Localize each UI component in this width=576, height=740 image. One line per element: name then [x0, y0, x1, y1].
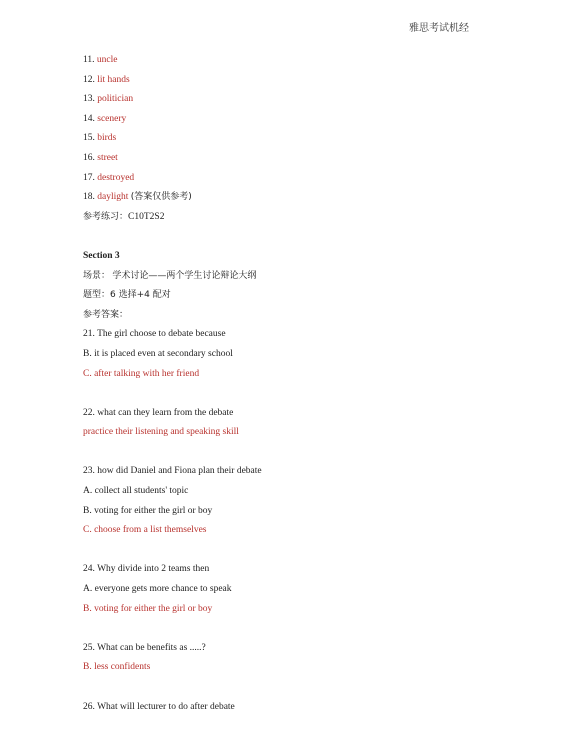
answer-number: 11. — [83, 55, 95, 65]
option-23-a: A. collect all students' topic — [83, 486, 189, 497]
spacer — [83, 443, 523, 463]
answer-text: politician — [97, 94, 134, 105]
type-line — [83, 286, 523, 306]
answer-text: lit hands — [97, 74, 130, 85]
option-23-b: B. voting for either the girl or boy — [83, 505, 213, 516]
practice-value: C10T2S2 — [128, 211, 165, 222]
answer-number: 14. — [83, 113, 95, 124]
answer-line-18 — [83, 188, 523, 208]
question-23: 23. how did Daniel and Fiona plan their debate — [83, 466, 262, 477]
scene-label: 场景： — [83, 270, 111, 281]
document-content — [83, 51, 523, 717]
answer-number: 12. — [83, 74, 95, 85]
answer-line-16 — [83, 149, 523, 169]
answer-line-13 — [83, 90, 523, 110]
question-25: 25. What can be benefits as .....? — [83, 642, 206, 653]
scene-line — [83, 267, 523, 287]
answer-number: 17. — [83, 172, 95, 183]
spacer — [83, 541, 523, 561]
question-26: 26. What will lecturer to do after debate — [83, 701, 235, 712]
question-22: 22. what can they learn from the debate — [83, 407, 234, 418]
answer-text: destroyed — [97, 172, 135, 183]
answer-number: 13. — [83, 94, 95, 105]
option-21-b: B. it is placed even at secondary school — [83, 348, 233, 359]
page-header-title: 雅思考试机经 — [409, 23, 469, 34]
answer-text: uncle — [96, 55, 118, 65]
answer-number: 15. — [83, 133, 95, 144]
spacer — [83, 678, 523, 698]
section-title: Section 3 — [83, 250, 120, 261]
option-24-a: A. everyone gets more chance to speak — [83, 584, 232, 595]
answer-line-17 — [83, 169, 523, 189]
answer-note: (答案仅供参考) — [130, 192, 192, 203]
answer-number: 16. — [83, 152, 95, 163]
spacer — [83, 384, 523, 404]
answer-line-11 — [83, 51, 523, 71]
type-label: 题型： — [83, 290, 111, 301]
scene-value: 学术讨论——两个学生讨论辩论大纲 — [112, 270, 257, 281]
answer-24: B. voting for either the girl or boy — [83, 603, 213, 614]
question-24: 24. Why divide into 2 teams then — [83, 564, 210, 575]
practice-reference — [83, 208, 523, 228]
answers-label: 参考答案： — [83, 309, 129, 320]
spacer — [83, 227, 523, 247]
answer-text: scenery — [97, 113, 127, 124]
answer-25: B. less confidents — [83, 662, 151, 673]
answer-line-14 — [83, 110, 523, 130]
answer-23: C. choose from a list themselves — [83, 525, 207, 536]
answer-text: street — [97, 152, 118, 163]
answer-line-15 — [83, 129, 523, 149]
question-21: 21. The girl choose to debate because — [83, 329, 226, 340]
spacer — [83, 619, 523, 639]
answer-22: practice their listening and speaking skill — [83, 427, 239, 438]
answer-line-12 — [83, 71, 523, 91]
answer-21: C. after talking with her friend — [83, 368, 200, 379]
type-value: 6 选择+4 配对 — [110, 290, 171, 301]
answer-number: 18. — [83, 192, 95, 203]
practice-label: 参考练习： — [83, 211, 129, 222]
answer-text: birds — [97, 133, 117, 144]
answer-text: daylight — [97, 192, 129, 203]
